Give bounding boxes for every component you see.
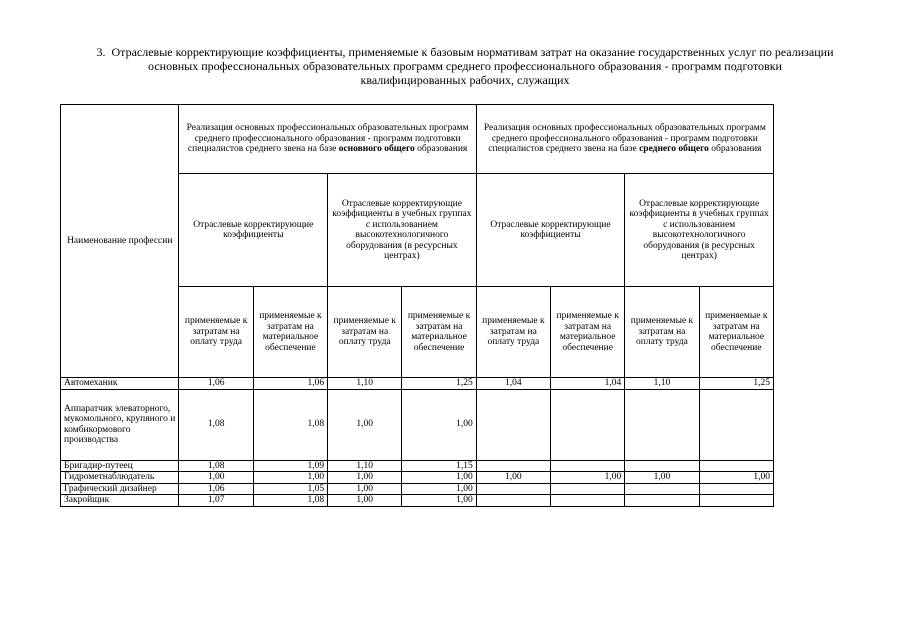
coefficient-cell: 1,25 [402, 378, 476, 390]
coefficient-cell: 1,00 [328, 472, 402, 484]
table-row [61, 378, 774, 390]
coefficient-cell: 1,05 [253, 483, 327, 495]
section-number: 3. [96, 45, 106, 59]
coefficient-cell: 1,00 [402, 472, 476, 484]
header-hightech-coef-basic: Отраслевые корректирующие коэффициенты в учебных группах с использованием высокотехнологичного оборудования (в ресурсных центрах) [328, 174, 477, 287]
coefficient-cell: 1,08 [179, 460, 253, 472]
header-material: применяемые к затратам на материальное обеспечение [402, 287, 476, 378]
header-material: применяемые к затратам на материальное обеспечение [551, 287, 625, 378]
header-industry-coef-secondary: Отраслевые корректирующие коэффициенты [476, 174, 625, 287]
coefficient-cell [699, 483, 773, 495]
header-profession-name: Наименование профессии [61, 105, 179, 378]
header-group-basic: Реализация основных профессиональных образовательных программ среднего профессионального образования - программ подготовки специалистов среднего звена на базе основного общего образования [179, 105, 476, 174]
header-labor: применяемые к затратам на оплату труда [476, 287, 550, 378]
coefficient-cell: 1,00 [328, 389, 402, 460]
coefficient-cell [699, 495, 773, 507]
coefficient-cell: 1,00 [699, 472, 773, 484]
profession-name-cell: Автомеханик [61, 378, 179, 390]
header-labor: применяемые к затратам на оплату труда [328, 287, 402, 378]
coefficient-cell [625, 389, 699, 460]
profession-name-cell: Бригадир-путеец [61, 460, 179, 472]
section-title: Отраслевые корректирующие коэффициенты, применяемые к базовым нормативам затрат на оказание государственных услуг по реализации основных профессиональных образовательных программ среднего профессионального образования - программ подготовки квалифицированных рабочих, служащих [111, 45, 834, 87]
coefficient-cell: 1,00 [402, 483, 476, 495]
coefficient-cell: 1,04 [551, 378, 625, 390]
coefficient-cell: 1,00 [328, 483, 402, 495]
coefficient-cell [551, 495, 625, 507]
coefficient-cell [625, 460, 699, 472]
table-row [61, 389, 774, 460]
header-material: применяемые к затратам на материальное обеспечение [253, 287, 327, 378]
table-row [61, 472, 774, 484]
coefficient-cell [699, 460, 773, 472]
coefficient-cell [476, 389, 550, 460]
profession-name-cell: Аппаратчик элеваторного, мукомольного, крупяного и комбикормового производства [61, 389, 179, 460]
coefficient-cell: 1,07 [179, 495, 253, 507]
coefficient-cell [699, 389, 773, 460]
coefficients-table [60, 104, 774, 507]
header-group-secondary: Реализация основных профессиональных образовательных программ среднего профессионального образования - программ подготовки специалистов среднего звена на базе среднего общего образования [476, 105, 773, 174]
coefficient-cell: 1,06 [253, 378, 327, 390]
coefficient-cell: 1,00 [328, 495, 402, 507]
table-row [61, 495, 774, 507]
coefficient-cell [625, 495, 699, 507]
header-labor: применяемые к затратам на оплату труда [625, 287, 699, 378]
section-heading [95, 45, 835, 87]
profession-name-cell: Закройщик [61, 495, 179, 507]
coefficient-cell: 1,08 [253, 495, 327, 507]
header-labor: применяемые к затратам на оплату труда [179, 287, 253, 378]
coefficient-cell: 1,04 [476, 378, 550, 390]
coefficient-cell: 1,06 [179, 378, 253, 390]
table-row [61, 483, 774, 495]
coefficient-cell: 1,08 [253, 389, 327, 460]
coefficient-cell: 1,15 [402, 460, 476, 472]
coefficient-cell: 1,25 [699, 378, 773, 390]
coefficient-cell [625, 483, 699, 495]
header-material: применяемые к затратам на материальное обеспечение [699, 287, 773, 378]
coefficient-cell [551, 389, 625, 460]
coefficient-cell: 1,00 [476, 472, 550, 484]
profession-name-cell: Гидрометнаблюдатель [61, 472, 179, 484]
coefficient-cell: 1,00 [402, 495, 476, 507]
coefficient-cell: 1,00 [551, 472, 625, 484]
coefficient-cell: 1,10 [625, 378, 699, 390]
coefficient-cell: 1,10 [328, 378, 402, 390]
coefficient-cell: 1,00 [625, 472, 699, 484]
coefficient-cell: 1,00 [253, 472, 327, 484]
header-industry-coef-basic: Отраслевые корректирующие коэффициенты [179, 174, 328, 287]
header-hightech-coef-secondary: Отраслевые корректирующие коэффициенты в учебных группах с использованием высокотехнологичного оборудования (в ресурсных центрах) [625, 174, 774, 287]
coefficient-cell: 1,08 [179, 389, 253, 460]
table-row [61, 460, 774, 472]
coefficient-cell [476, 483, 550, 495]
coefficient-cell [476, 460, 550, 472]
coefficient-cell: 1,00 [402, 389, 476, 460]
coefficient-cell [551, 483, 625, 495]
coefficient-cell [476, 495, 550, 507]
coefficient-cell: 1,10 [328, 460, 402, 472]
profession-name-cell: Графический дизайнер [61, 483, 179, 495]
coefficient-cell: 1,00 [179, 472, 253, 484]
coefficient-cell [551, 460, 625, 472]
coefficient-cell: 1,06 [179, 483, 253, 495]
coefficient-cell: 1,09 [253, 460, 327, 472]
